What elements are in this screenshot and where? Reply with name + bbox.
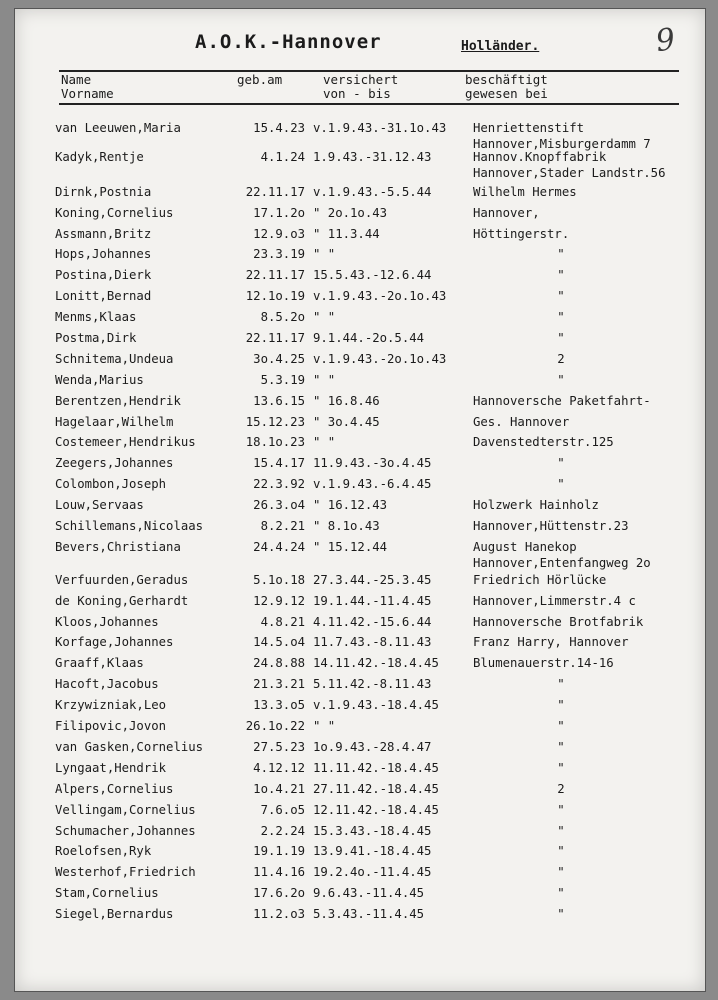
birth-date: 14.5.o4 [253, 635, 305, 650]
employer [473, 120, 706, 152]
employer-ditto-mark: " [557, 823, 565, 838]
title-row [195, 31, 540, 61]
employer-ditto-mark: " [557, 719, 565, 734]
table-row [55, 393, 706, 414]
table-row [55, 120, 706, 151]
birth-date: 15.12.23 [245, 414, 305, 429]
insured-period: 1o.9.43.-28.4.47 [313, 739, 432, 754]
employer-line: Hannoversche Brotfabrik [473, 614, 644, 629]
insured-period: 12.11.42.-18.4.45 [313, 802, 439, 817]
person-name: Westerhof,Friedrich [55, 865, 196, 880]
insured-period: 13.9.41.-18.4.45 [313, 844, 432, 859]
birth-date: 15.4.23 [253, 121, 305, 135]
birth-date: 5.3.19 [260, 372, 305, 387]
table-row [55, 864, 706, 885]
header-beschaeftigt: beschäftigt [465, 72, 548, 87]
employer-ditto-mark: " [557, 247, 565, 262]
column-header-dob [237, 73, 282, 87]
person-name: Dirnk,Postnia [55, 184, 152, 199]
insured-period: " 16.12.43 [313, 498, 388, 513]
birth-date: 19.1.19 [253, 844, 305, 859]
person-name: Louw,Servaas [55, 498, 144, 513]
insured-period: 11.9.43.-3o.4.45 [313, 456, 432, 471]
person-name: Zeegers,Johannes [55, 456, 174, 471]
birth-date: 13.3.o5 [253, 698, 305, 713]
insured-period: 9.1.44.-2o.5.44 [313, 331, 425, 346]
employer-ditto-mark: " [557, 331, 565, 346]
table-row [55, 760, 706, 781]
insured-period: " " [313, 719, 336, 734]
person-name: Kloos,Johannes [55, 614, 159, 629]
insured-period: " " [313, 372, 336, 387]
birth-date: 11.4.16 [253, 865, 305, 880]
employer [473, 634, 706, 650]
employer [473, 614, 706, 630]
employer-line: Ges. Hannover [473, 414, 570, 429]
person-name: Schillemans,Nicolaas [55, 519, 204, 534]
insured-period: v.1.9.43.-6.4.45 [313, 477, 432, 492]
employer-ditto-mark: " [557, 802, 565, 817]
employer-ditto-mark: " [557, 477, 565, 492]
document-subtitle: Holländer. [461, 39, 540, 54]
table-row [55, 802, 706, 823]
insured-period: 9.6.43.-11.4.45 [313, 886, 425, 901]
birth-date: 17.6.2o [253, 886, 305, 901]
table-row [55, 476, 706, 497]
person-name: Postma,Dirk [55, 331, 137, 346]
table-row [55, 697, 706, 718]
birth-date: 24.8.88 [253, 656, 305, 671]
table-row [55, 372, 706, 393]
insured-period: " 8.1o.43 [313, 519, 380, 534]
birth-date: 22.3.92 [253, 477, 305, 492]
employer-ditto-mark: " [557, 310, 565, 325]
employer-line: Hannoversche Paketfahrt- [473, 393, 651, 408]
employer [473, 205, 706, 221]
birth-date: 23.3.19 [253, 247, 305, 262]
employer-line: Blumenauerstr.14-16 [473, 656, 614, 671]
table-row [55, 634, 706, 655]
employer-line: Hannov.Knopffabrik [473, 149, 607, 164]
insured-period: " 16.8.46 [313, 393, 380, 408]
employer [473, 149, 706, 181]
person-name: Colombon,Joseph [55, 477, 167, 492]
insured-period: v.1.9.43.-2o.1o.43 [313, 351, 447, 366]
birth-date: 1o.4.21 [253, 781, 305, 796]
table-row [55, 455, 706, 476]
insured-period: 11.11.42.-18.4.45 [313, 760, 439, 775]
table-row [55, 226, 706, 247]
table-row [55, 414, 706, 435]
employer-line: Hannover,Limmerstr.4 c [473, 593, 636, 608]
header-rule-bottom [59, 103, 679, 105]
person-name: Hacoft,Jacobus [55, 677, 159, 692]
employer-line: Henriettenstift [473, 121, 585, 135]
birth-date: 26.1o.22 [245, 719, 305, 734]
insured-period: v.1.9.43.-2o.1o.43 [313, 289, 447, 304]
insured-period: 14.11.42.-18.4.45 [313, 656, 439, 671]
employer-line: Hannover, [473, 205, 540, 220]
employer-address: Hannover,Stader Landstr.56 [473, 165, 666, 180]
person-name: Stam,Cornelius [55, 886, 159, 901]
record-list [55, 120, 706, 927]
table-row [55, 676, 706, 697]
header-vorname: Vorname [61, 86, 114, 101]
person-name: Korfage,Johannes [55, 635, 174, 650]
insured-period: 27.11.42.-18.4.45 [313, 781, 439, 796]
person-name: Alpers,Cornelius [55, 781, 174, 796]
birth-date: 2.2.24 [260, 823, 305, 838]
table-row [55, 309, 706, 330]
table-row [55, 351, 706, 372]
insured-period: " " [313, 247, 336, 262]
birth-date: 18.1o.23 [245, 435, 305, 450]
birth-date: 8.5.2o [260, 310, 305, 325]
birth-date: 5.1o.18 [253, 572, 305, 587]
employer [473, 655, 706, 671]
employer-line: August Hanekop [473, 539, 577, 554]
insured-period: " " [313, 310, 336, 325]
person-name: Lyngaat,Hendrik [55, 760, 167, 775]
birth-date: 26.3.o4 [253, 498, 305, 513]
table-row [55, 843, 706, 864]
birth-date: 7.6.o5 [260, 802, 305, 817]
table-row [55, 781, 706, 802]
person-name: Krzywizniak,Leo [55, 698, 167, 713]
table-row [55, 593, 706, 614]
insured-period: 19.1.44.-11.4.45 [313, 593, 432, 608]
table-row [55, 906, 706, 927]
table-row [55, 288, 706, 309]
employer [473, 226, 706, 242]
birth-date: 3o.4.25 [253, 351, 305, 366]
insured-period: " 11.3.44 [313, 226, 380, 241]
birth-date: 8.2.21 [260, 519, 305, 534]
column-header-employer [465, 73, 548, 101]
insured-period: v.1.9.43.-18.4.45 [313, 698, 439, 713]
table-row [55, 718, 706, 739]
employer-ditto-mark: " [557, 268, 565, 283]
header-gewesen-bei: gewesen bei [465, 86, 548, 101]
table-row [55, 267, 706, 288]
insured-period: 1.9.43.-31.12.43 [313, 149, 432, 164]
employer-ditto-mark: " [557, 865, 565, 880]
employer-ditto-mark: " [557, 844, 565, 859]
employer-ditto-mark: " [557, 698, 565, 713]
person-name: Graaff,Klaas [55, 656, 144, 671]
employer-line: Friedrich Hörlücke [473, 572, 607, 587]
birth-date: 22.11.17 [245, 331, 305, 346]
person-name: Filipovic,Jovon [55, 719, 167, 734]
employer [473, 393, 706, 409]
insured-period: 19.2.4o.-11.4.45 [313, 865, 432, 880]
insured-period: 27.3.44.-25.3.45 [313, 572, 432, 587]
person-name: Berentzen,Hendrik [55, 393, 181, 408]
birth-date: 12.9.12 [253, 593, 305, 608]
birth-date: 24.4.24 [253, 539, 305, 554]
birth-date: 27.5.23 [253, 739, 305, 754]
person-name: Lonitt,Bernad [55, 289, 152, 304]
table-row [55, 539, 706, 570]
table-row [55, 205, 706, 226]
table-row [55, 739, 706, 760]
birth-date: 22.11.17 [245, 268, 305, 283]
birth-date: 11.2.o3 [253, 907, 305, 922]
employer-ditto-mark: " [557, 372, 565, 387]
insured-period: v.1.9.43.-31.1o.43 [313, 121, 447, 135]
person-name: Assmann,Britz [55, 226, 152, 241]
person-name: van Leeuwen,Maria [55, 121, 181, 135]
employer-ditto-mark: " [557, 289, 565, 304]
employer-line: Holzwerk Hainholz [473, 498, 599, 513]
column-header-insured [323, 73, 398, 101]
insured-period: " 15.12.44 [313, 539, 388, 554]
employer [473, 593, 706, 609]
employer-ditto-mark: " [557, 739, 565, 754]
employer [473, 184, 706, 200]
employer-line: Wilhelm Hermes [473, 184, 577, 199]
person-name: Siegel,Bernardus [55, 907, 174, 922]
employer [473, 497, 706, 513]
table-row [55, 614, 706, 635]
insured-period: 5.11.42.-8.11.43 [313, 677, 432, 692]
employer [473, 434, 706, 450]
employer-ditto-mark: " [557, 886, 565, 901]
header-versichert: versichert [323, 72, 399, 87]
person-name: Schnitema,Undeua [55, 351, 174, 366]
employer-line: Davenstedterstr.125 [473, 435, 614, 450]
employer-line: Franz Harry, Hannover [473, 635, 629, 650]
table-row [55, 330, 706, 351]
person-name: Postina,Dierk [55, 268, 152, 283]
insured-period: " 3o.4.45 [313, 414, 380, 429]
employer [473, 539, 706, 571]
table-row [55, 655, 706, 676]
handwritten-page-number: 9 [653, 21, 678, 60]
header-von-bis: von - bis [323, 86, 391, 101]
birth-date: 22.11.17 [245, 184, 305, 199]
birth-date: 12.1o.19 [245, 289, 305, 304]
header-name: Name [61, 72, 92, 87]
person-name: Bevers,Christiana [55, 539, 181, 554]
birth-date: 4.1.24 [260, 149, 305, 164]
birth-date: 21.3.21 [253, 677, 305, 692]
person-name: Hagelaar,Wilhelm [55, 414, 174, 429]
birth-date: 17.1.2o [253, 205, 305, 220]
person-name: Hops,Johannes [55, 247, 152, 262]
insured-period: " 2o.1o.43 [313, 205, 388, 220]
birth-date: 12.9.o3 [253, 226, 305, 241]
insured-period: 15.5.43.-12.6.44 [313, 268, 432, 283]
employer-ditto-mark: " [557, 456, 565, 471]
document-title: A.O.K.-Hannover [195, 31, 382, 53]
person-name: Vellingam,Cornelius [55, 802, 196, 817]
document-page [14, 8, 706, 992]
birth-date: 15.4.17 [253, 456, 305, 471]
birth-date: 13.6.15 [253, 393, 305, 408]
person-name: Kadyk,Rentje [55, 149, 144, 164]
table-row [55, 246, 706, 267]
insured-period: 11.7.43.-8.11.43 [313, 635, 432, 650]
employer-ditto-mark: " [557, 760, 565, 775]
employer-ditto-mark: " [557, 907, 565, 922]
table-row [55, 823, 706, 844]
person-name: Schumacher,Johannes [55, 823, 196, 838]
person-name: Verfuurden,Geradus [55, 572, 189, 587]
person-name: Roelofsen,Ryk [55, 844, 152, 859]
column-header-name [61, 73, 114, 101]
person-name: de Koning,Gerhardt [55, 593, 189, 608]
employer [473, 572, 706, 588]
header-geb: geb.am [237, 72, 283, 87]
employer [473, 414, 706, 430]
employer-ditto-mark: " [557, 677, 565, 692]
birth-date: 4.12.12 [253, 760, 305, 775]
table-row [55, 434, 706, 455]
insured-period: 4.11.42.-15.6.44 [313, 614, 432, 629]
person-name: van Gasken,Cornelius [55, 739, 204, 754]
employer-line: Hannover,Hüttenstr.23 [473, 519, 629, 534]
insured-period: 5.3.43.-11.4.45 [313, 907, 425, 922]
insured-period: 15.3.43.-18.4.45 [313, 823, 432, 838]
table-row [55, 184, 706, 205]
person-name: Koning,Cornelius [55, 205, 174, 220]
table-row [55, 497, 706, 518]
employer-address: Hannover,Misburgerdamm 7 [473, 137, 651, 151]
table-row [55, 885, 706, 906]
employer-address: Hannover,Entenfangweg 2o [473, 555, 651, 570]
employer [473, 518, 706, 534]
employer-line: Höttingerstr. [473, 226, 570, 241]
insured-period: " " [313, 435, 336, 450]
employer-ditto-mark: 2 [557, 351, 565, 366]
insured-period: v.1.9.43.-5.5.44 [313, 184, 432, 199]
person-name: Costemeer,Hendrikus [55, 435, 196, 450]
table-row [55, 572, 706, 593]
employer-ditto-mark: 2 [557, 781, 565, 796]
table-row [55, 149, 706, 180]
table-row [55, 518, 706, 539]
person-name: Menms,Klaas [55, 310, 137, 325]
birth-date: 4.8.21 [260, 614, 305, 629]
person-name: Wenda,Marius [55, 372, 144, 387]
